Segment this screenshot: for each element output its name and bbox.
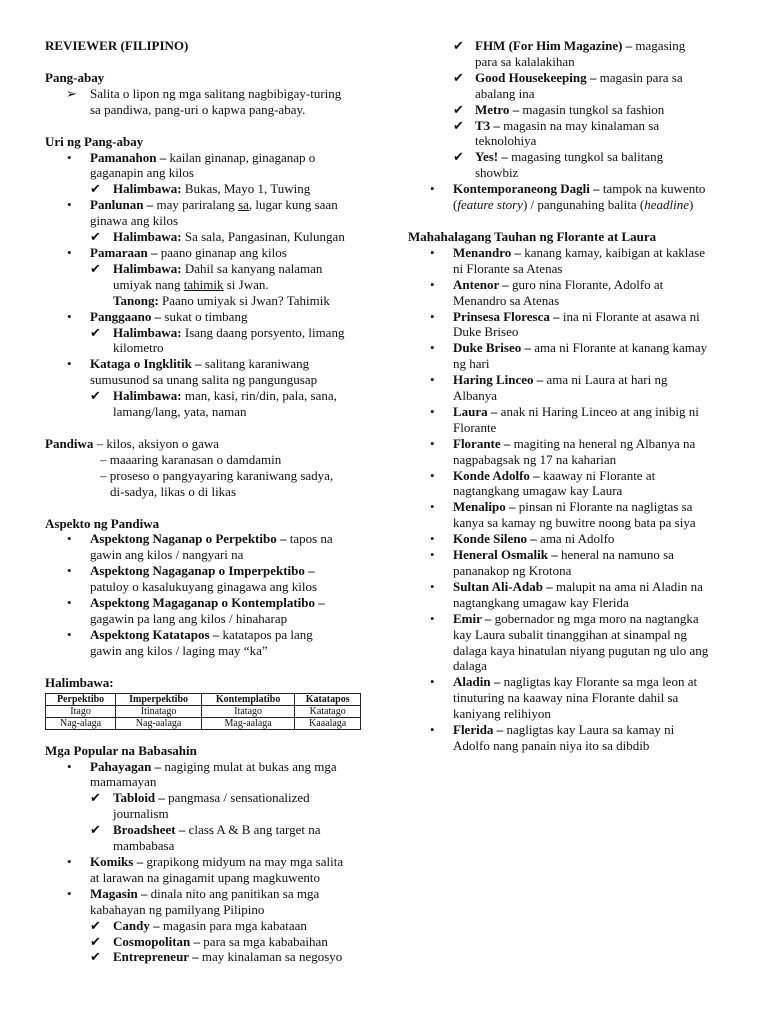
example-kataga: ✔ Halimbawa: man, kasi, rin/din, pala, sana, lamang/lang, yata, naman	[90, 388, 337, 420]
character-description: pinsan ni Florante na nagligtas sa	[515, 499, 693, 515]
character-list-item	[408, 531, 723, 547]
character-description: nagtangkang umagaw kay Flerida	[453, 594, 629, 610]
table-cell: Nag-alaga	[46, 717, 116, 729]
bullet-icon: •	[67, 853, 72, 869]
list-item-kataga: • Kataga o Ingklitik – salitang karaniwang sumusunod sa unang salita ng pangungusap	[67, 356, 318, 388]
list-item-kontemplatibo: • Aspektong Magaganap o Kontemplatibo – gagawin pa lang ang kilos / hinaharap	[67, 595, 325, 626]
character-description: dalaga	[453, 658, 487, 674]
character-description: Duke Briseo	[453, 324, 519, 340]
character-description: pananakop ng Krotona	[453, 563, 572, 578]
character-description: kaaway ni Florante at	[539, 467, 656, 483]
bullet-icon: •	[67, 563, 72, 579]
checkmark-icon: ✔	[90, 181, 101, 197]
character-list-item	[408, 611, 723, 675]
character-list-item	[408, 372, 723, 404]
florante-heading: Mahahalagang Tauhan ng Florante at Laura	[408, 228, 657, 244]
character-name: Menalipo –	[453, 499, 516, 515]
list-item-good-housekeeping: ✔ Good Housekeeping – magasin para sa abalang ina	[453, 69, 683, 101]
list-item-imperpektibo: • Aspektong Nagaganap o Imperpektibo – patuloy o kasalukuyang ginagawa ang kilos	[67, 563, 318, 595]
table-header-cell: Katatapos	[295, 693, 361, 705]
checkmark-icon: ✔	[453, 38, 464, 53]
checkmark-icon: ✔	[90, 933, 101, 949]
list-item-panlunan: • Panlunan – may pariralang sa, lugar kung saan ginawa ang kilos	[67, 197, 338, 229]
bullet-icon: •	[67, 356, 72, 372]
table-cell: Itago	[46, 705, 116, 717]
aspekto-heading: Aspekto ng Pandiwa	[45, 515, 160, 531]
bullet-icon: •	[430, 372, 435, 388]
character-name: Konde Sileno –	[453, 531, 537, 547]
character-description: Albanya	[453, 388, 498, 404]
bullet-icon: •	[430, 499, 435, 515]
halimbawa-label: Halimbawa:	[45, 674, 114, 690]
character-list-item	[408, 436, 723, 468]
character-description: heneral na namuno sa	[557, 547, 674, 563]
document-title: REVIEWER (FILIPINO)	[45, 38, 189, 53]
right-column	[408, 38, 723, 754]
character-description: ni Florante sa Atenas	[453, 260, 563, 276]
character-list-item	[408, 674, 723, 722]
list-item-panggaano: • Panggaano – sukat o timbang	[67, 308, 248, 324]
checkmark-icon: ✔	[453, 101, 464, 117]
list-item-cosmopolitan: ✔ Cosmopolitan – para sa mga kababaihan	[90, 933, 328, 949]
table-cell: Itatago	[201, 705, 294, 717]
character-description: gobernador ng mga moro na nagtangka	[491, 610, 699, 626]
list-item-metro: ✔ Metro – magasin tungkol sa fashion	[453, 101, 665, 117]
bullet-icon: •	[430, 340, 435, 356]
checkmark-icon: ✔	[90, 790, 101, 806]
table-header-row	[46, 693, 361, 705]
bullet-icon: •	[430, 722, 435, 738]
character-name: Menandro –	[453, 244, 522, 260]
character-description: ama ni Laura at hari ng	[543, 372, 668, 388]
character-name: Haring Linceo –	[453, 372, 544, 388]
table-cell: Itinatago	[116, 705, 202, 717]
checkmark-icon: ✔	[453, 117, 464, 133]
bullet-icon: •	[430, 244, 435, 260]
bullet-icon: •	[67, 308, 72, 324]
character-description: ng hari	[453, 356, 490, 372]
list-item-yes: ✔ Yes! – magasing tungkol sa balitang showbiz	[453, 149, 664, 181]
character-list-item	[408, 499, 723, 531]
table-cell: Katatago	[295, 705, 361, 717]
character-list-item	[408, 245, 723, 277]
checkmark-icon: ✔	[453, 69, 464, 85]
character-list-item	[408, 468, 723, 500]
character-name: Flerida –	[453, 722, 504, 738]
arrow-bullet-icon: ➢	[66, 85, 77, 101]
example-pamaraan: ✔ Halimbawa: Dahil sa kanyang nalaman umiyak nang tahimik si Jwan. Tanong: Paano umiyak si Jwan? Tahimik	[90, 260, 330, 308]
character-description: nagligtas kay Florante sa mga leon at	[500, 674, 698, 690]
checkmark-icon: ✔	[453, 149, 464, 165]
table-header-cell: Kontemplatibo	[201, 693, 294, 705]
list-item-entrepreneur: ✔ Entrepreneur – may kinalaman sa negosyo	[90, 949, 343, 965]
table-row	[46, 717, 361, 729]
table-header-cell: Perpektibo	[46, 693, 116, 705]
list-item-kontemporaneong-dagli: • Kontemporaneong Dagli – tampok na kuwento (feature story) / pangunahing balita (headline)	[430, 181, 706, 213]
character-name: Konde Adolfo –	[453, 467, 540, 483]
checkmark-icon: ✔	[90, 260, 101, 276]
bullet-icon: •	[430, 403, 435, 419]
character-list-item	[408, 277, 723, 309]
character-description: ama ni Adolfo	[536, 531, 615, 547]
table-cell: Kaaalaga	[295, 717, 361, 729]
list-item-t3: ✔ T3 – magasin na may kinalaman sa teknolohiya	[453, 117, 660, 149]
list-item-komiks: • Komiks – grapikong midyum na may mga salita at larawan na ginagamit upang magkuwento	[67, 853, 344, 885]
bullet-icon: •	[67, 531, 72, 547]
list-item-pahayagan: • Pahayagan – nagiging mulat at bukas ang mga mamamayan	[67, 758, 337, 790]
character-description: Adolfo nang panain niya ito sa dibdib	[453, 737, 650, 753]
bullet-icon: •	[67, 197, 72, 213]
character-name: Laura –	[453, 403, 498, 419]
bullet-icon: •	[430, 276, 435, 292]
character-name: Heneral Osmalik –	[453, 547, 558, 563]
list-item-magasin: • Magasin – dinala nito ang panitikan sa mga kabahayan ng pamilyang Pilipino	[67, 885, 320, 917]
character-description: kanang kamay, kaibigan at kaklase	[521, 244, 705, 260]
character-name: Florante –	[453, 435, 511, 451]
bullet-icon: •	[430, 435, 435, 451]
character-description: anak ni Haring Linceo at ang inibig ni	[497, 403, 699, 419]
character-list-item	[408, 404, 723, 436]
character-description: kanya sa kamay ng buwitre noong bata pa siya	[453, 515, 696, 531]
character-description: Florante	[453, 419, 497, 435]
list-item-broadsheet: ✔ Broadsheet – class A & B ang target na mambabasa	[90, 822, 321, 854]
babasahin-heading: Mga Popular na Babasahin	[45, 742, 197, 758]
character-description: guro nina Florante, Adolfo at	[508, 276, 664, 292]
character-description: Menandro sa Atenas	[453, 292, 560, 308]
list-item-fhm: ✔ FHM (For Him Magazine) – magasing para sa kalalakihan	[453, 38, 686, 69]
bullet-icon: •	[67, 758, 72, 774]
checkmark-icon: ✔	[90, 388, 101, 404]
bullet-icon: •	[67, 244, 72, 260]
bullet-icon: •	[430, 610, 435, 626]
checkmark-icon: ✔	[90, 917, 101, 933]
list-item-pamaraan: • Pamaraan – paano ginanap ang kilos	[67, 244, 287, 260]
character-description: ama ni Florante at kanang kamay	[531, 340, 708, 356]
bullet-icon: •	[430, 308, 435, 324]
character-description: kay Laura subalit tinanggihan at sinampal ng	[453, 626, 687, 642]
character-list	[408, 245, 723, 754]
bullet-icon: •	[67, 149, 72, 165]
bullet-icon: •	[67, 885, 72, 901]
example-pamanahon: ✔ Halimbawa: Bukas, Mayo 1, Tuwing	[90, 181, 311, 197]
character-description: ina ni Florante at asawa ni	[559, 308, 700, 324]
character-list-item	[408, 340, 723, 372]
character-description: nagligtas kay Laura sa kamay ni	[503, 722, 675, 738]
character-list-item	[408, 309, 723, 341]
character-list-item	[408, 547, 723, 579]
aspekto-example-table	[45, 693, 361, 730]
character-description: magiting na heneral ng Albanya na	[510, 435, 696, 451]
bullet-icon: •	[430, 181, 435, 197]
character-description: malupit na ama ni Aladin na	[552, 578, 703, 594]
bullet-icon: •	[430, 547, 435, 563]
left-column: REVIEWER (FILIPINO) Pang-abay ➢ Salita o lipon ng mga salitang nagbibigay-turing sa pandiwa, pang-uri o kapwa pang-abay. Uri ng Pang-abay • Pamanahon – kailan ginanap, ginaganap o gaganapin ang kilos ✔ Halimbawa: Bukas, Mayo 1, Tuwing • Panlunan – may pariralang sa, lugar kung saan ginawa ang kilos ✔ Halimbawa: Sa sala, Pangasinan, Kulungan • Pamaraan – paano ginanap ang kilos ✔ Halimbawa: Dahil sa kanyang nalaman umiyak nang tahimik si Jwan. Tanong: Paano umiyak si Jwan? Tahimik • Panggaano – sukat o timbang ✔ Halimbawa: Isang daang porsyento, limang kilometro • Kataga o Ingklitik – salitang karaniwang sumusunod sa unang salita ng pangungusap ✔ Halimbawa: man, kasi, rin/din, pala, sana, lamang/lang, yata, naman Pandiwa – kilos, aksiyon o gawa – maaaring karanasan o damdamin – proseso o pangyayaring karaniwang sadya, di-sadya, likas o di likas Aspekto ng Pandiwa • Aspektong Naganap o Perpektibo – tapos na gawin ang kilos / nangyari na • Aspektong Nagaganap o Imperpektibo – patuloy o kasalukuyang ginagawa ang kilos • Aspektong Magaganap o Kontemplatibo – gagawin pa lang ang kilos / hinaharap • Aspektong Katatapos – katatapos pa lang gawin ang kilos / laging may “ka” Halimbawa: Perpektibo Imperpektibo Kontemplatibo Katatapos Itago Itinatago Itatago Katatago Nag-alaga Nag-aalaga Mag-aalaga Kaaalaga Mga Popular na Babasahin • Pahayagan – nagiging mulat at bukas ang mga mamamayan ✔ Tabloid – pangmasa / sensationalized journalism ✔ Broadsheet – class A & B ang target na mambabasa • Komiks – grapikong midyum na may mga salita at larawan na ginagamit upang magkuwento • Magasin – dinala nito ang panitikan sa mga kabahayan ng pamilyang Pilipino ✔ Candy – magasin para mga kabataan ✔ Cosmopolitan – para sa mga kababaihan ✔ Entrepreneur – may kinalaman sa negosyo	[45, 38, 365, 965]
pandiwa-definition: Pandiwa – kilos, aksiyon o gawa	[45, 435, 220, 451]
list-item-perpektibo: • Aspektong Naganap o Perpektibo – tapos na gawin ang kilos / nangyari na	[67, 531, 333, 563]
checkmark-icon: ✔	[90, 822, 101, 838]
table-header-cell: Imperpektibo	[116, 693, 202, 705]
uri-ng-pang-abay-heading: Uri ng Pang-abay	[45, 133, 144, 149]
character-description: nagtangkang umagaw kay Laura	[453, 483, 623, 499]
character-name: Emir –	[453, 610, 492, 626]
table-cell: Mag-aalaga	[201, 717, 294, 729]
character-description: nagpabagsak ng 17 na kaharian	[453, 451, 617, 467]
bullet-icon: •	[430, 467, 435, 483]
pang-abay-definition: ➢ Salita o lipon ng mga salitang nagbibigay-turing sa pandiwa, pang-uri o kapwa pang-abay.	[66, 85, 342, 117]
list-item-tabloid: ✔ Tabloid – pangmasa / sensationalized journalism	[90, 790, 310, 822]
table-row	[46, 705, 361, 717]
list-item-pamanahon: • Pamanahon – kailan ginanap, ginaganap o gaganapin ang kilos	[67, 149, 316, 181]
table-cell: Nag-aalaga	[116, 717, 202, 729]
character-description: tinuturing na kaaway nina Florante dahil sa	[453, 690, 679, 706]
example-panlunan: ✔ Halimbawa: Sa sala, Pangasinan, Kulungan	[90, 229, 345, 245]
character-name: Sultan Ali-Adab –	[453, 578, 553, 594]
bullet-icon: •	[67, 626, 72, 642]
pang-abay-heading: Pang-abay	[45, 69, 105, 85]
character-name: Duke Briseo –	[453, 340, 531, 356]
character-name: Antenor –	[453, 276, 509, 292]
character-name: Aladin –	[453, 674, 501, 690]
character-list-item	[408, 722, 723, 754]
example-panggaano: ✔ Halimbawa: Isang daang porsyento, limang kilometro	[90, 324, 345, 356]
bullet-icon: •	[430, 531, 435, 547]
checkmark-icon: ✔	[90, 949, 101, 965]
bullet-icon: •	[430, 578, 435, 594]
character-description: dalaga kaya hinatulan niyang pugutan ng ulo ang	[453, 642, 709, 658]
character-name: Prinsesa Floresca –	[453, 308, 560, 324]
bullet-icon: •	[430, 674, 435, 690]
checkmark-icon: ✔	[90, 229, 101, 245]
character-description: kaniyang relihiyon	[453, 706, 551, 722]
bullet-icon: •	[67, 595, 72, 611]
list-item-katatapos: • Aspektong Katatapos – katatapos pa lang gawin ang kilos / laging may “ka”	[67, 626, 313, 658]
character-list-item	[408, 579, 723, 611]
checkmark-icon: ✔	[90, 324, 101, 340]
list-item-candy: ✔ Candy – magasin para mga kabataan	[90, 917, 307, 933]
